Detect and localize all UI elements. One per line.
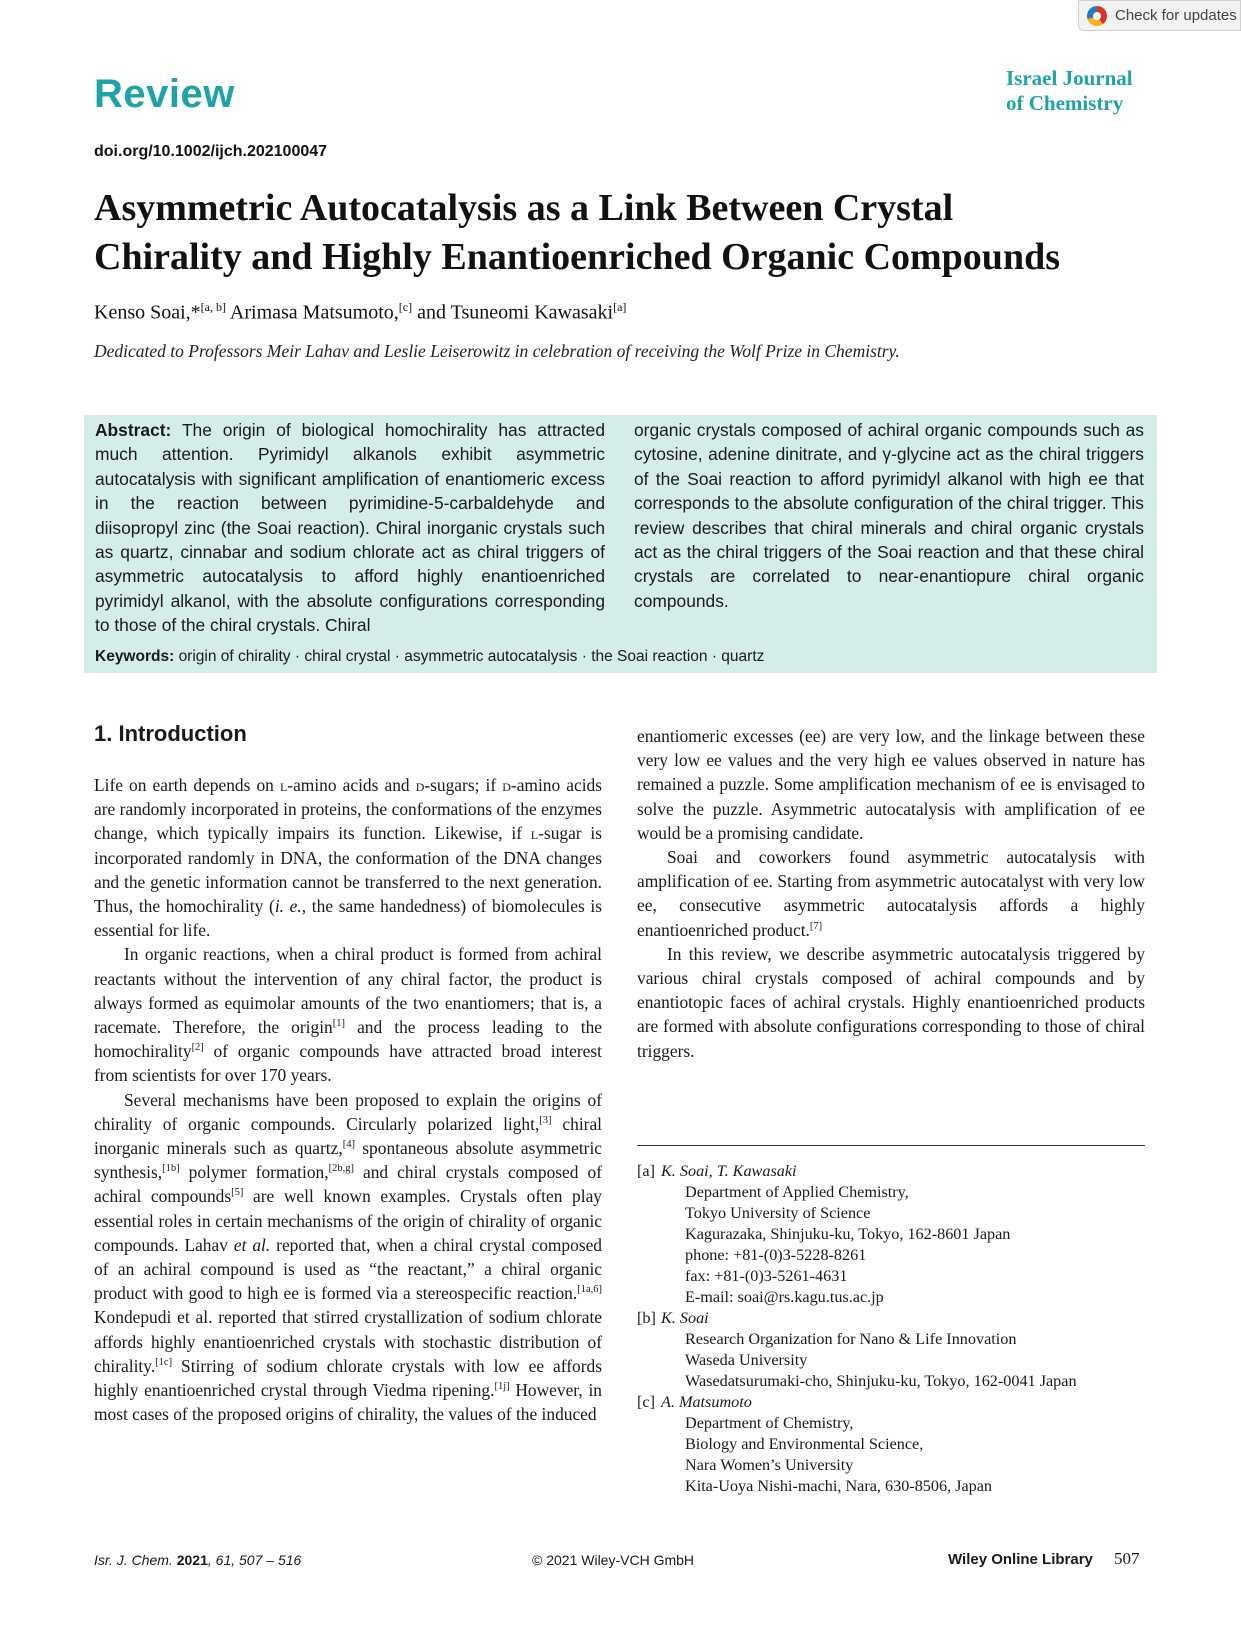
paragraph: Soai and coworkers found asymmetric autocatalysis with amplification of ee. Starting from asymmetric autocatalyst with very low ee, consecutive asymmetric autocatalysis affords a highly enantioenriched product.[7] <box>637 847 1145 940</box>
article-title <box>94 184 1154 282</box>
author-connector: and <box>417 301 446 324</box>
citation[interactable]: [4] <box>342 1139 355 1151</box>
affiliation-b: [b] K. Soai Research Organization for Nano & Life Innovation Waseda University Wasedatsurumaki-cho, Shinjuku-ku, Tokyo, 162-0041 Japan <box>637 1309 1077 1390</box>
citation[interactable]: [2b,g] <box>328 1163 354 1175</box>
email-link[interactable]: E-mail: soai@rs.kagu.tus.ac.jp <box>685 1288 884 1306</box>
doi-link[interactable]: doi.org/10.1002/ijch.202100047 <box>94 143 328 160</box>
citation[interactable]: [2] <box>191 1042 204 1054</box>
paragraph: Several mechanisms have been proposed to explain the origins of chirality of organic compounds. Circularly polarized light,[3] chiral inorganic minerals such as quartz,[4] spontaneous absolute asymmetric synthesis,[1b] polymer formation,[2b,g] and chiral crystals composed of achiral compounds[5] are well known examples. Crystals often play essential roles in certain mechanisms of the origin of chirality of organic compounds. Lahav et al. reported that, when a chiral crystal composed of an achiral compound is used as “the reactant,” a chiral organic product with good to high ee is formed via a stereospecific reaction.[1a,6] Kondepudi et al. reported that stirred crystallization of sodium chlorate affords highly enantioenriched crystals with stochastic distribution of chirality.[1c] Stirring of sodium chlorate crystals with low ee affords highly enantioenriched crystal through Viedma ripening.[1j] However, in most cases of the proposed origins of chirality, the values of the induced <box>94 1089 603 1425</box>
keywords <box>95 648 764 666</box>
affiliation-c: [c] A. Matsumoto Department of Chemistry, Biology and Environmental Science, Nara Women’s University Kita-Uoya Nishi-machi, Nara, 630-8506, Japan <box>637 1393 993 1495</box>
author-name: Tsuneomi Kawasaki <box>450 301 614 324</box>
body-column-right <box>637 724 1145 1063</box>
author-name: Kenso Soai,* <box>94 301 201 324</box>
keyword: the Soai reaction <box>591 648 708 665</box>
keyword-separator: · <box>290 648 305 665</box>
citation[interactable]: [7] <box>809 920 823 932</box>
page-number: 507 <box>1114 1549 1140 1568</box>
journal-logo <box>1006 66 1133 116</box>
citation[interactable]: [1b] <box>162 1163 180 1175</box>
journal-name-line2: of Chemistry <box>1006 91 1124 115</box>
abstract-text-part2: organic crystals composed of achiral organic compounds such as cytosine, adenine dinitrate, and γ-glycine act as the chiral triggers of the Soai reaction to afford pyrimidyl alkanol with high ee that corresponds to the absolute configuration of the chiral trigger. This review describes that chiral minerals and chiral organic crystals act as the chiral triggers of the Soai reaction and that these chiral crystals are correlated to near-enantiopure chiral organic compounds. <box>634 420 1144 611</box>
author-list <box>94 300 626 325</box>
keyword: chiral crystal <box>304 648 391 665</box>
abstract-column-2 <box>634 418 1144 613</box>
citation[interactable]: [1] <box>332 1018 345 1030</box>
paragraph: Life on earth depends on l-amino acids and d-sugars; if d-amino acids are randomly incorporated in proteins, the conformations of the enzymes change, which typically impairs its function. Likewise, if l-sugar is incorporated randomly in DNA, the conformation of the DNA changes and the genetic information cannot be transferred to the next generation. Thus, the homochirality (i. e., the same handedness) of biomolecules is essential for life. <box>94 775 602 941</box>
keyword-separator: · <box>577 648 592 665</box>
keyword: asymmetric autocatalysis <box>404 648 578 665</box>
check-for-updates-button[interactable] <box>1078 0 1241 31</box>
abstract-heading: Abstract: <box>95 420 172 440</box>
check-for-updates-label: Check for updates <box>1115 7 1237 24</box>
author-affiliation: [a, b] <box>200 300 226 314</box>
keyword-list <box>179 648 765 665</box>
body-column-left <box>94 773 602 1426</box>
author-name: Arimasa Matsumoto, <box>229 301 399 324</box>
keyword-separator: · <box>390 648 405 665</box>
citation[interactable]: [5] <box>231 1187 244 1199</box>
citation[interactable]: [3] <box>539 1115 552 1127</box>
paragraph-continued: enantiomeric excesses (ee) are very low, and the linkage between these very low ee values and the very high ee values observed in nature has remained a puzzle. Some amplification mechanism of ee is envisaged to solve the puzzle. Asymmetric autocatalysis with amplification of ee would be a promising candidate. <box>637 726 1145 843</box>
journal-name-line1: Israel Journal <box>1006 66 1133 90</box>
affiliation-a: [a] K. Soai, T. Kawasaki Department of Applied Chemistry, Tokyo University of Science Kagurazaka, Shinjuku-ku, Tokyo, 162-8601 Japan phone: +81-(0)3-5228-8261 fax: +81-(0)3-5261-4631 E-mail: soai@rs.kagu.tus.ac.jp <box>637 1161 1157 1308</box>
citation[interactable]: [1c] <box>155 1357 173 1369</box>
citation[interactable]: [1a,6] <box>577 1284 602 1296</box>
title-line-2: Chirality and Highly Enantioenriched Organic Compounds <box>94 236 1060 278</box>
dedication: Dedicated to Professors Meir Lahav and Leslie Leiserowitz in celebration of receiving the Wolf Prize in Chemistry. <box>94 341 900 361</box>
crossmark-icon <box>1087 6 1107 26</box>
paragraph: In organic reactions, when a chiral product is formed from achiral reactants without the intervention of any chiral factor, the product is always formed as equimolar amounts of the two enantiomers; that is, a racemate. Therefore, the origin[1] and the process leading to the homochirality[2] of organic compounds have attracted broad interest from scientists for over 170 years. <box>94 944 602 1086</box>
footer-copyright: © 2021 Wiley-VCH GmbH <box>532 1552 695 1568</box>
paragraph: In this review, we describe asymmetric autocatalysis triggered by various chiral crystals composed of achiral compounds and by enantiotopic faces of achiral crystals. Highly enantioenriched products are formed with absolute configurations corresponding to those of chiral triggers. <box>637 943 1145 1061</box>
author-affiliation: [a] <box>613 300 627 314</box>
keyword-separator: · <box>707 648 722 665</box>
footer-citation: Isr. J. Chem. 2021, 61, 507 – 516 <box>94 1552 302 1568</box>
keywords-heading: Keywords: <box>95 648 175 665</box>
affiliations <box>637 1161 1157 1497</box>
keyword: origin of chirality <box>178 648 291 665</box>
abstract-column-1 <box>95 418 605 638</box>
keyword: quartz <box>721 648 765 665</box>
author-affiliation: [c] <box>398 300 413 314</box>
citation[interactable]: [1j] <box>494 1381 510 1393</box>
title-line-1: Asymmetric Autocatalysis as a Link Between Crystal <box>94 187 954 229</box>
abstract-text-part1: The origin of biological homochirality has attracted much attention. Pyrimidyl alkanols exhibit asymmetric autocatalysis with significant amplification of enantiomeric excess in the reaction between pyrimidine-5-carbaldehyde and diisopropyl zinc (the Soai reaction). Chiral inorganic crystals such as quartz, cinnabar and sodium chlorate act as chiral triggers of asymmetric autocatalysis to afford highly enantioenriched pyrimidyl alkanol, with the absolute configurations corresponding to those of the chiral crystals. Chiral <box>95 420 605 636</box>
wiley-online-library-link[interactable]: Wiley Online Library <box>948 1551 1093 1568</box>
section-heading-introduction: 1. Introduction <box>94 721 247 746</box>
section-label: Review <box>94 72 235 116</box>
footnote-divider <box>637 1145 1145 1146</box>
